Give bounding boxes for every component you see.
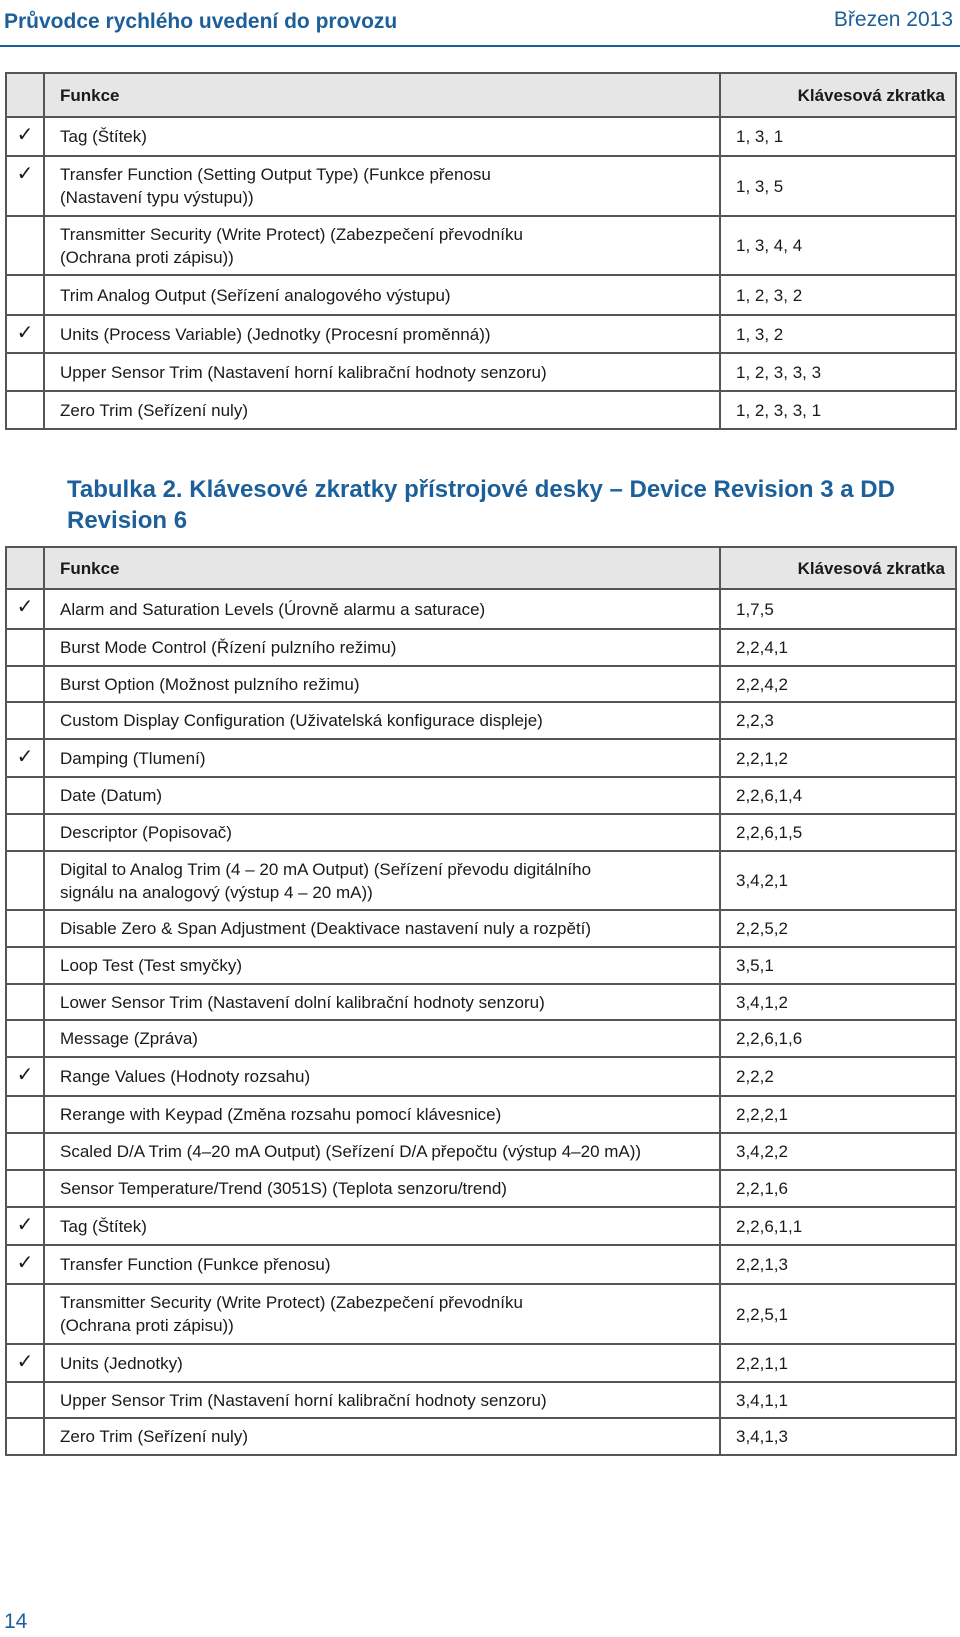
row-check-cell [6,814,44,851]
row-check-cell [6,1418,44,1455]
checkmark-icon: ✓ [16,1064,34,1086]
row-function: Loop Test (Test smyčky) [44,947,720,984]
table-row [6,117,956,156]
row-check-cell [6,216,44,275]
row-shortcut: 3,4,2,1 [720,851,956,910]
row-function: Zero Trim (Seřízení nuly) [44,1418,720,1455]
row-check-cell [6,947,44,984]
check-column-header [6,547,44,589]
row-function: Burst Option (Možnost pulzního režimu) [44,666,720,702]
row-function: Scaled D/A Trim (4–20 mA Output) (Seřízení D/A přepočtu (výstup 4–20 mA)) [44,1133,720,1170]
row-check-cell [6,117,44,156]
table-row [6,814,956,851]
row-shortcut: 3,4,1,3 [720,1418,956,1455]
table-row [6,910,956,947]
checkmark-icon: ✓ [16,163,34,185]
row-shortcut: 3,4,1,1 [720,1382,956,1418]
row-check-cell [6,1284,44,1344]
table-row [6,156,956,216]
row-shortcut: 2,2,3 [720,702,956,739]
row-check-cell [6,1382,44,1418]
checkmark-icon: ✓ [16,124,34,146]
checkmark-icon: ✓ [16,1214,34,1236]
row-shortcut: 2,2,6,1,6 [720,1020,956,1057]
table-row [6,984,956,1020]
row-check-cell [6,777,44,814]
document-title: Průvodce rychlého uvedení do provozu [4,10,398,33]
row-function: Rerange with Keypad (Změna rozsahu pomocí klávesnice) [44,1096,720,1133]
row-shortcut: 2,2,1,3 [720,1245,956,1284]
table-row [6,947,956,984]
document-date: Březen 2013 [833,8,953,31]
row-function: Zero Trim (Seřízení nuly) [44,391,720,429]
row-check-cell [6,1020,44,1057]
row-shortcut: 2,2,6,1,1 [720,1207,956,1245]
function-column-header: Funkce [44,547,720,589]
table-row [6,391,956,429]
row-check-cell [6,589,44,629]
row-check-cell [6,275,44,315]
check-column-header [6,73,44,117]
row-shortcut: 2,2,2 [720,1057,956,1096]
checkmark-icon: ✓ [16,322,34,344]
table-row [6,1096,956,1133]
table-row [6,1020,956,1057]
row-shortcut: 2,2,4,1 [720,629,956,666]
table-row [6,702,956,739]
row-check-cell [6,1133,44,1170]
page-number: 14 [4,1610,28,1633]
table-row [6,1344,956,1382]
row-function: Digital to Analog Trim (4 – 20 mA Output) (Seřízení převodu digitálního signálu na analogový (výstup 4 – 20 mA)) [44,851,720,910]
table-caption: Tabulka 2. Klávesové zkratky přístrojové desky – Device Revision 3 a DD Revision 6 [67,476,895,534]
table-row [6,1245,956,1284]
row-check-cell [6,1207,44,1245]
table-row [6,666,956,702]
row-function: Lower Sensor Trim (Nastavení dolní kalibrační hodnoty senzoru) [44,984,720,1020]
row-shortcut: 2,2,4,2 [720,666,956,702]
row-function: Transfer Function (Funkce přenosu) [44,1245,720,1284]
row-check-cell [6,910,44,947]
row-shortcut: 1, 3, 2 [720,315,956,353]
row-check-cell [6,1245,44,1284]
table-row [6,353,956,391]
row-function: Transfer Function (Setting Output Type) (Funkce přenosu (Nastavení typu výstupu)) [44,156,720,216]
row-check-cell [6,984,44,1020]
row-function: Burst Mode Control (Řízení pulzního režimu) [44,629,720,666]
row-shortcut: 3,5,1 [720,947,956,984]
table-row [6,1057,956,1096]
row-function: Descriptor (Popisovač) [44,814,720,851]
row-function: Date (Datum) [44,777,720,814]
row-shortcut: 2,2,6,1,4 [720,777,956,814]
row-function: Upper Sensor Trim (Nastavení horní kalibrační hodnoty senzoru) [44,1382,720,1418]
row-shortcut: 2,2,1,1 [720,1344,956,1382]
row-check-cell [6,666,44,702]
row-function: Tag (Štítek) [44,1207,720,1245]
row-check-cell [6,391,44,429]
row-check-cell [6,156,44,216]
table-row [6,1382,956,1418]
row-function: Transmitter Security (Write Protect) (Zabezpečení převodníku (Ochrana proti zápisu)) [44,216,720,275]
table-row [6,315,956,353]
row-shortcut: 1, 2, 3, 3, 3 [720,353,956,391]
table-header-row [6,547,956,589]
row-function: Alarm and Saturation Levels (Úrovně alarmu a saturace) [44,589,720,629]
row-shortcut: 2,2,2,1 [720,1096,956,1133]
table-row [6,1207,956,1245]
row-function: Units (Jednotky) [44,1344,720,1382]
row-shortcut: 1, 3, 5 [720,156,956,216]
row-function: Upper Sensor Trim (Nastavení horní kalibrační hodnoty senzoru) [44,353,720,391]
row-check-cell [6,353,44,391]
row-function: Sensor Temperature/Trend (3051S) (Teplota senzoru/trend) [44,1170,720,1207]
table-row [6,1133,956,1170]
row-check-cell [6,1057,44,1096]
row-function: Disable Zero & Span Adjustment (Deaktivace nastavení nuly a rozpětí) [44,910,720,947]
checkmark-icon: ✓ [16,1351,34,1373]
row-shortcut: 2,2,1,2 [720,739,956,777]
row-function: Custom Display Configuration (Uživatelská konfigurace displeje) [44,702,720,739]
row-shortcut: 1, 3, 1 [720,117,956,156]
table-row [6,739,956,777]
row-function: Transmitter Security (Write Protect) (Zabezpečení převodníku (Ochrana proti zápisu)) [44,1284,720,1344]
page-header [0,0,960,48]
row-check-cell [6,702,44,739]
row-shortcut: 1, 2, 3, 2 [720,275,956,315]
row-shortcut: 1, 3, 4, 4 [720,216,956,275]
row-function: Tag (Štítek) [44,117,720,156]
row-check-cell [6,1344,44,1382]
row-shortcut: 1,7,5 [720,589,956,629]
row-function: Trim Analog Output (Seřízení analogového výstupu) [44,275,720,315]
table-row [6,1284,956,1344]
table-header-row [6,73,956,117]
row-function: Message (Zpráva) [44,1020,720,1057]
checkmark-icon: ✓ [16,1252,34,1274]
table-row [6,777,956,814]
shortcut-table-2 [5,546,957,1456]
shortcut-table-1 [5,72,957,430]
checkmark-icon: ✓ [16,746,34,768]
shortcut-column-header: Klávesová zkratka [720,547,956,589]
row-shortcut: 2,2,5,1 [720,1284,956,1344]
function-column-header: Funkce [44,73,720,117]
shortcut-column-header: Klávesová zkratka [720,73,956,117]
row-shortcut: 2,2,1,6 [720,1170,956,1207]
table-row [6,589,956,629]
row-function: Units (Process Variable) (Jednotky (Procesní proměnná)) [44,315,720,353]
header-divider [0,45,960,47]
row-check-cell [6,1170,44,1207]
table-row [6,275,956,315]
row-check-cell [6,1096,44,1133]
table-row [6,851,956,910]
table-row [6,629,956,666]
row-shortcut: 3,4,1,2 [720,984,956,1020]
row-function: Range Values (Hodnoty rozsahu) [44,1057,720,1096]
checkmark-icon: ✓ [16,596,34,618]
row-check-cell [6,851,44,910]
row-shortcut: 2,2,6,1,5 [720,814,956,851]
row-shortcut: 1, 2, 3, 3, 1 [720,391,956,429]
row-check-cell [6,739,44,777]
row-check-cell [6,629,44,666]
table-row [6,1170,956,1207]
row-shortcut: 2,2,5,2 [720,910,956,947]
table-row [6,216,956,275]
row-function: Damping (Tlumení) [44,739,720,777]
row-shortcut: 3,4,2,2 [720,1133,956,1170]
row-check-cell [6,315,44,353]
table-row [6,1418,956,1455]
